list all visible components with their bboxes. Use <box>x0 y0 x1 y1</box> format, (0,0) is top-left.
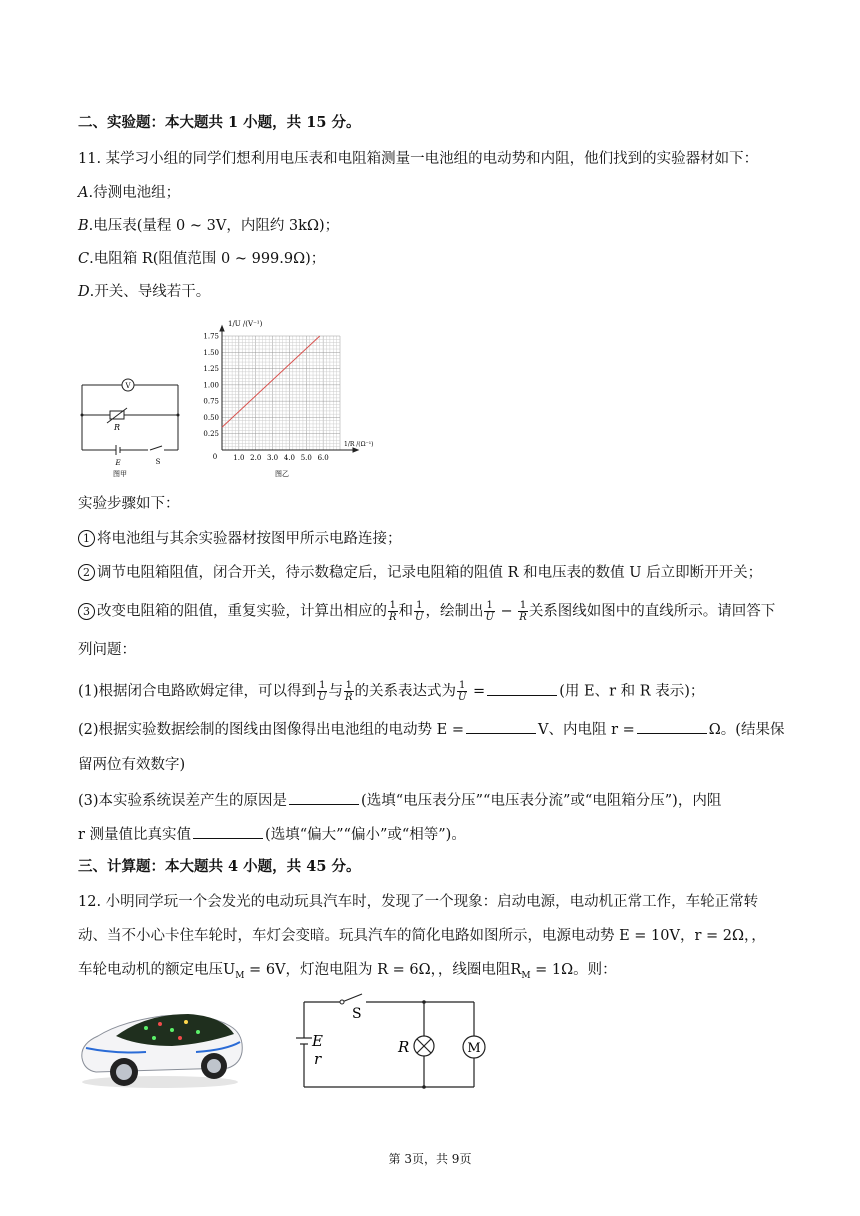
question-part-3: (3)本实验系统误差产生的原因是 (选填“电压表分压”“电压表分流”或“电阻箱分压”)，内阻 <box>78 790 721 811</box>
q12-line-3: 车轮电动机的额定电压$U_M = 6V$，灯泡电阻为 R = 6Ω，，线圈电阻$R_M = 1\Omega$。则： <box>78 962 617 981</box>
fraction-1-over-u: $\frac{1}{U}$ <box>415 600 424 623</box>
steps-title: 实验步骤如下： <box>78 496 180 512</box>
y-axis-arrow <box>220 326 224 331</box>
toy-car-image <box>76 1000 246 1092</box>
figure-b-caption: 图乙 <box>275 470 289 478</box>
answer-blank[interactable] <box>487 681 557 696</box>
switch-label: S <box>155 458 161 466</box>
lamp-label: R <box>398 1038 410 1056</box>
y-tick-label: 1.00 <box>203 381 219 390</box>
fraction-1-over-r: $\frac{1}{R}$ <box>389 600 397 623</box>
y-axis-label: 1/U /(V⁻¹) <box>228 320 263 328</box>
x-tick-label: 5.0 <box>300 454 312 462</box>
motor-label: M <box>467 1041 481 1056</box>
q11-stem: 11. 某学习小组的同学们想利用电压表和电阻箱测量一电池组的电动势和内阻，他们找到的实验器材如下： <box>78 151 759 167</box>
step-1: 1 将电池组与其余实验器材按图甲所示电路连接； <box>78 529 402 549</box>
resistor-label: R <box>113 423 121 432</box>
x-tick-label: 6.0 <box>317 454 329 462</box>
question-part-2-continued: 留两位有效数字) <box>78 757 186 773</box>
x-tick-label: 4.0 <box>283 454 295 462</box>
step-3: 3 改变电阻箱的阻值，重复实验，计算出相应的 $\frac{1}{R}$ 和 $\frac{1}{U}$ ，绘制出 $\frac{1}{U}$ − $\frac{1}{R}$ 关系图线如图中的直线所示。请回答下 <box>78 600 775 623</box>
x-axis-label: 1/R /(Ω⁻¹) <box>344 441 374 448</box>
figure-a-caption: 图甲 <box>113 470 127 478</box>
q12-line-2: 动、当不小心卡住车轮时，车灯会变暗。玩具汽车的简化电路如图所示，电源电动势 E = 10V，r = 2Ω，， <box>78 928 766 944</box>
question-part-1: (1)根据闭合电路欧姆定律，可以得到 $\frac{1}{U}$ 与 $\frac{1}{R}$ 的关系表达式为 $\frac{1}{U}$ = (用 E、r 和 R 表示)； <box>78 680 705 703</box>
y-tick-label: 1.50 <box>203 348 219 357</box>
step-3-continued: 列问题： <box>78 642 136 658</box>
answer-blank[interactable] <box>637 719 707 734</box>
y-tick-label: 1.75 <box>203 332 219 341</box>
section-heading-experiment: 二、实验题：本大题共 1 小题，共 15 分。 <box>78 114 361 131</box>
circuit-diagram-q12 <box>292 990 492 1094</box>
answer-blank[interactable] <box>466 719 536 734</box>
step-2: 2 调节电阻箱阻值，闭合开关，待示数稳定后，记录电阻箱的阻值 R 和电压表的数值 U 后立即断开开关； <box>78 563 762 583</box>
y-tick-label: 0.50 <box>203 413 219 422</box>
circuit-diagram-left <box>74 370 186 480</box>
x-tick-label: 3.0 <box>267 454 279 462</box>
y-tick-label: 0.25 <box>203 430 219 439</box>
chart-axes <box>220 326 358 452</box>
section-heading-calculation: 三、计算题：本大题共 4 小题，共 45 分。 <box>78 858 361 875</box>
q12-line-1: 12. 小明同学玩一个会发光的电动玩具汽车时，发现了一个现象：启动电源，电动机正常工作，车轮正常转 <box>78 894 759 910</box>
page-footer: 第 3页，共 9页 <box>388 1152 472 1166</box>
question-part-2: (2)根据实验数据绘制的图线由图像得出电池组的电动势 E = V、内电阻 r = Ω。(结果保 <box>78 719 784 740</box>
q11-option-a: A.待测电池组； <box>78 185 181 201</box>
y-tick-label: 0.75 <box>203 397 219 406</box>
answer-blank[interactable] <box>289 790 359 805</box>
q11-option-d: D.开关、导线若干。 <box>78 284 211 300</box>
x-tick-label: 2.0 <box>250 454 262 462</box>
emf-label: E <box>312 1032 323 1050</box>
battery-label: E <box>115 459 121 467</box>
switch-label: S <box>352 1006 362 1022</box>
x-axis-arrow <box>353 448 358 452</box>
origin-label: 0 <box>212 453 218 461</box>
graph-figure <box>190 314 374 480</box>
internal-resistance-label: r <box>314 1050 322 1068</box>
voltmeter-label: V <box>125 382 131 390</box>
q11-option-b: B.电压表(量程 0 ~ 3V，内阻约 3kΩ)； <box>78 218 340 234</box>
x-tick-label: 1.0 <box>233 454 245 462</box>
y-tick-label: 1.25 <box>203 365 219 374</box>
question-part-3-continued: r 测量值比真实值 (选填“偏大”“偏小”或“相等”)。 <box>78 824 466 845</box>
chart-grid <box>222 336 340 450</box>
q11-option-c: C.电阻箱 R(阻值范围 0 ~ 999.9Ω)； <box>78 251 326 267</box>
answer-blank[interactable] <box>193 824 263 839</box>
